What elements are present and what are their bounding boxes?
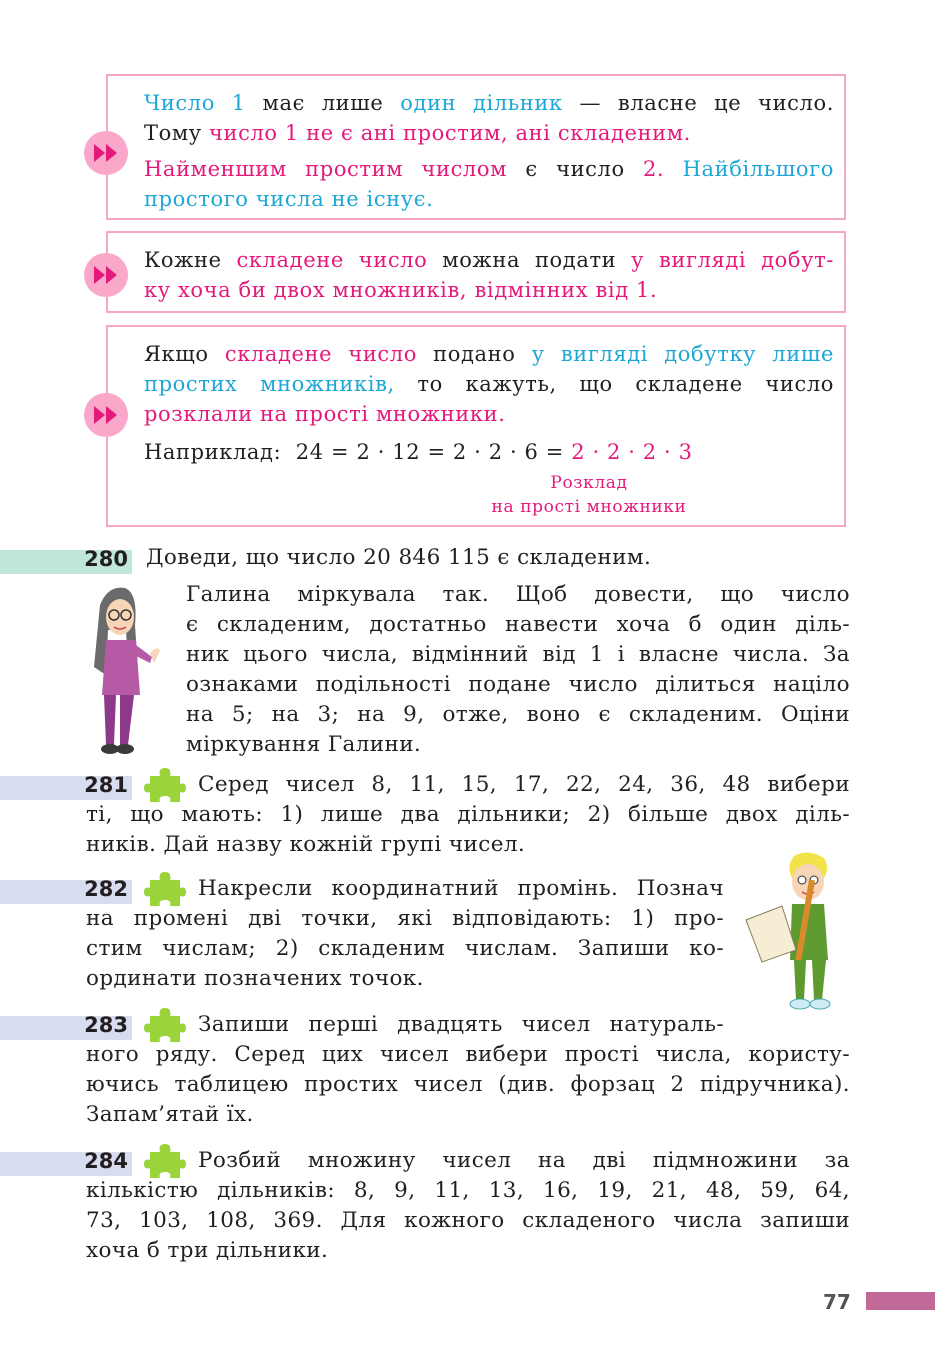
task-282-line-4: ординати позначених точок. xyxy=(86,966,424,991)
fast-forward-icon xyxy=(84,131,128,175)
girl-illustration xyxy=(80,585,170,760)
task-284-line-4: хоча б три дільники. xyxy=(86,1238,329,1263)
puzzle-icon xyxy=(144,870,186,910)
rule1-line2: Тому число 1 не є ані простим, ані складеним. xyxy=(144,121,691,145)
rule3-example: Наприклад: 24 = 2 · 12 = 2 · 2 · 6 = 2 · 2 · 2 · 3 xyxy=(144,440,693,464)
rule3-line2: простих множників, то кажуть, що складене число xyxy=(144,372,835,396)
fast-forward-icon xyxy=(84,253,128,297)
task-283-line-3: ючись таблицею простих чисел (див. форзац 2 підручника). xyxy=(86,1072,850,1097)
task-283-line-2: ного ряду. Серед цих чисел вибери прості числа, користу- xyxy=(86,1042,850,1067)
task-number-281: 281 xyxy=(0,776,132,800)
rule-box-2 xyxy=(106,231,846,313)
task-number-280: 280 xyxy=(0,550,132,574)
rule-box-3 xyxy=(106,325,846,527)
factorization-caption xyxy=(474,471,704,519)
rule1-line1: Число 1 має лише один дільник — власне це число. xyxy=(144,91,834,115)
caption-line-1: Розклад xyxy=(550,473,628,493)
task-280-line-1: Доведи, що число 20 846 115 є складеним. xyxy=(146,545,652,570)
task-283-line-4: Запам’ятай їх. xyxy=(86,1102,254,1127)
task-281-line-1: Серед чисел 8, 11, 15, 17, 22, 24, 36, 48 вибери xyxy=(198,772,850,797)
boy-illustration xyxy=(742,850,852,1015)
task-number-282: 282 xyxy=(0,880,132,904)
rule3-line3: розклали на прості множники. xyxy=(144,402,506,426)
rule1-line4: простого числа не існує. xyxy=(144,187,434,211)
puzzle-icon xyxy=(144,1006,186,1046)
rule1-line3: Найменшим простим числом є число 2. Найбільшого xyxy=(144,157,835,181)
fast-forward-icon xyxy=(84,393,128,437)
task-number-283: 283 xyxy=(0,1016,132,1040)
rule2-line2: ку хоча би двох множників, відмінних від 1. xyxy=(144,278,658,302)
task-281-line-3: ників. Дай назву кожній групі чисел. xyxy=(86,832,526,857)
task-284-line-2: кількістю дільників: 8, 9, 11, 13, 16, 19, 21, 48, 59, 64, xyxy=(86,1178,850,1203)
rule2-line1: Кожне складене число можна подати у вигляді добут- xyxy=(144,248,834,272)
puzzle-icon xyxy=(144,1142,186,1182)
page-number-bar xyxy=(866,1292,935,1310)
task-280-line-5: ознаками подільності подане число ділиться націло xyxy=(186,672,850,697)
task-283-line-1: Запиши перші двадцять чисел натураль- xyxy=(198,1012,724,1037)
task-282-line-3: стим числам; 2) складеним числам. Запиши ко- xyxy=(86,936,724,961)
task-280-line-6: на 5; на 3; на 9, отже, воно є складеним. Оціни xyxy=(186,702,850,727)
task-number-284: 284 xyxy=(0,1152,132,1176)
page-number: 77 xyxy=(823,1290,851,1314)
task-281-line-2: ті, що мають: 1) лише два дільники; 2) більше двох діль- xyxy=(86,802,850,827)
puzzle-icon xyxy=(144,766,186,806)
caption-line-2: на прості множники xyxy=(491,497,687,517)
task-280-line-7: міркування Галини. xyxy=(186,732,422,757)
task-284-line-1: Розбий множину чисел на дві підмножини за xyxy=(198,1148,850,1173)
task-282-line-1: Накресли координатний промінь. Познач xyxy=(198,876,724,901)
rule-box-1 xyxy=(106,74,846,220)
task-282-line-2: на промені дві точки, які відповідають: 1) про- xyxy=(86,906,724,931)
rule3-line1: Якщо складене число подано у вигляді добутку лише xyxy=(144,342,834,366)
task-280-line-2: Галина міркувала так. Щоб довести, що число xyxy=(186,582,850,607)
task-280-line-4: ник цього числа, відмінний від 1 і власне числа. За xyxy=(186,642,850,667)
task-280-line-3: є складеним, достатньо навести хоча б один діль- xyxy=(186,612,850,637)
task-284-line-3: 73, 103, 108, 369. Для кожного складеного числа запиши xyxy=(86,1208,850,1233)
